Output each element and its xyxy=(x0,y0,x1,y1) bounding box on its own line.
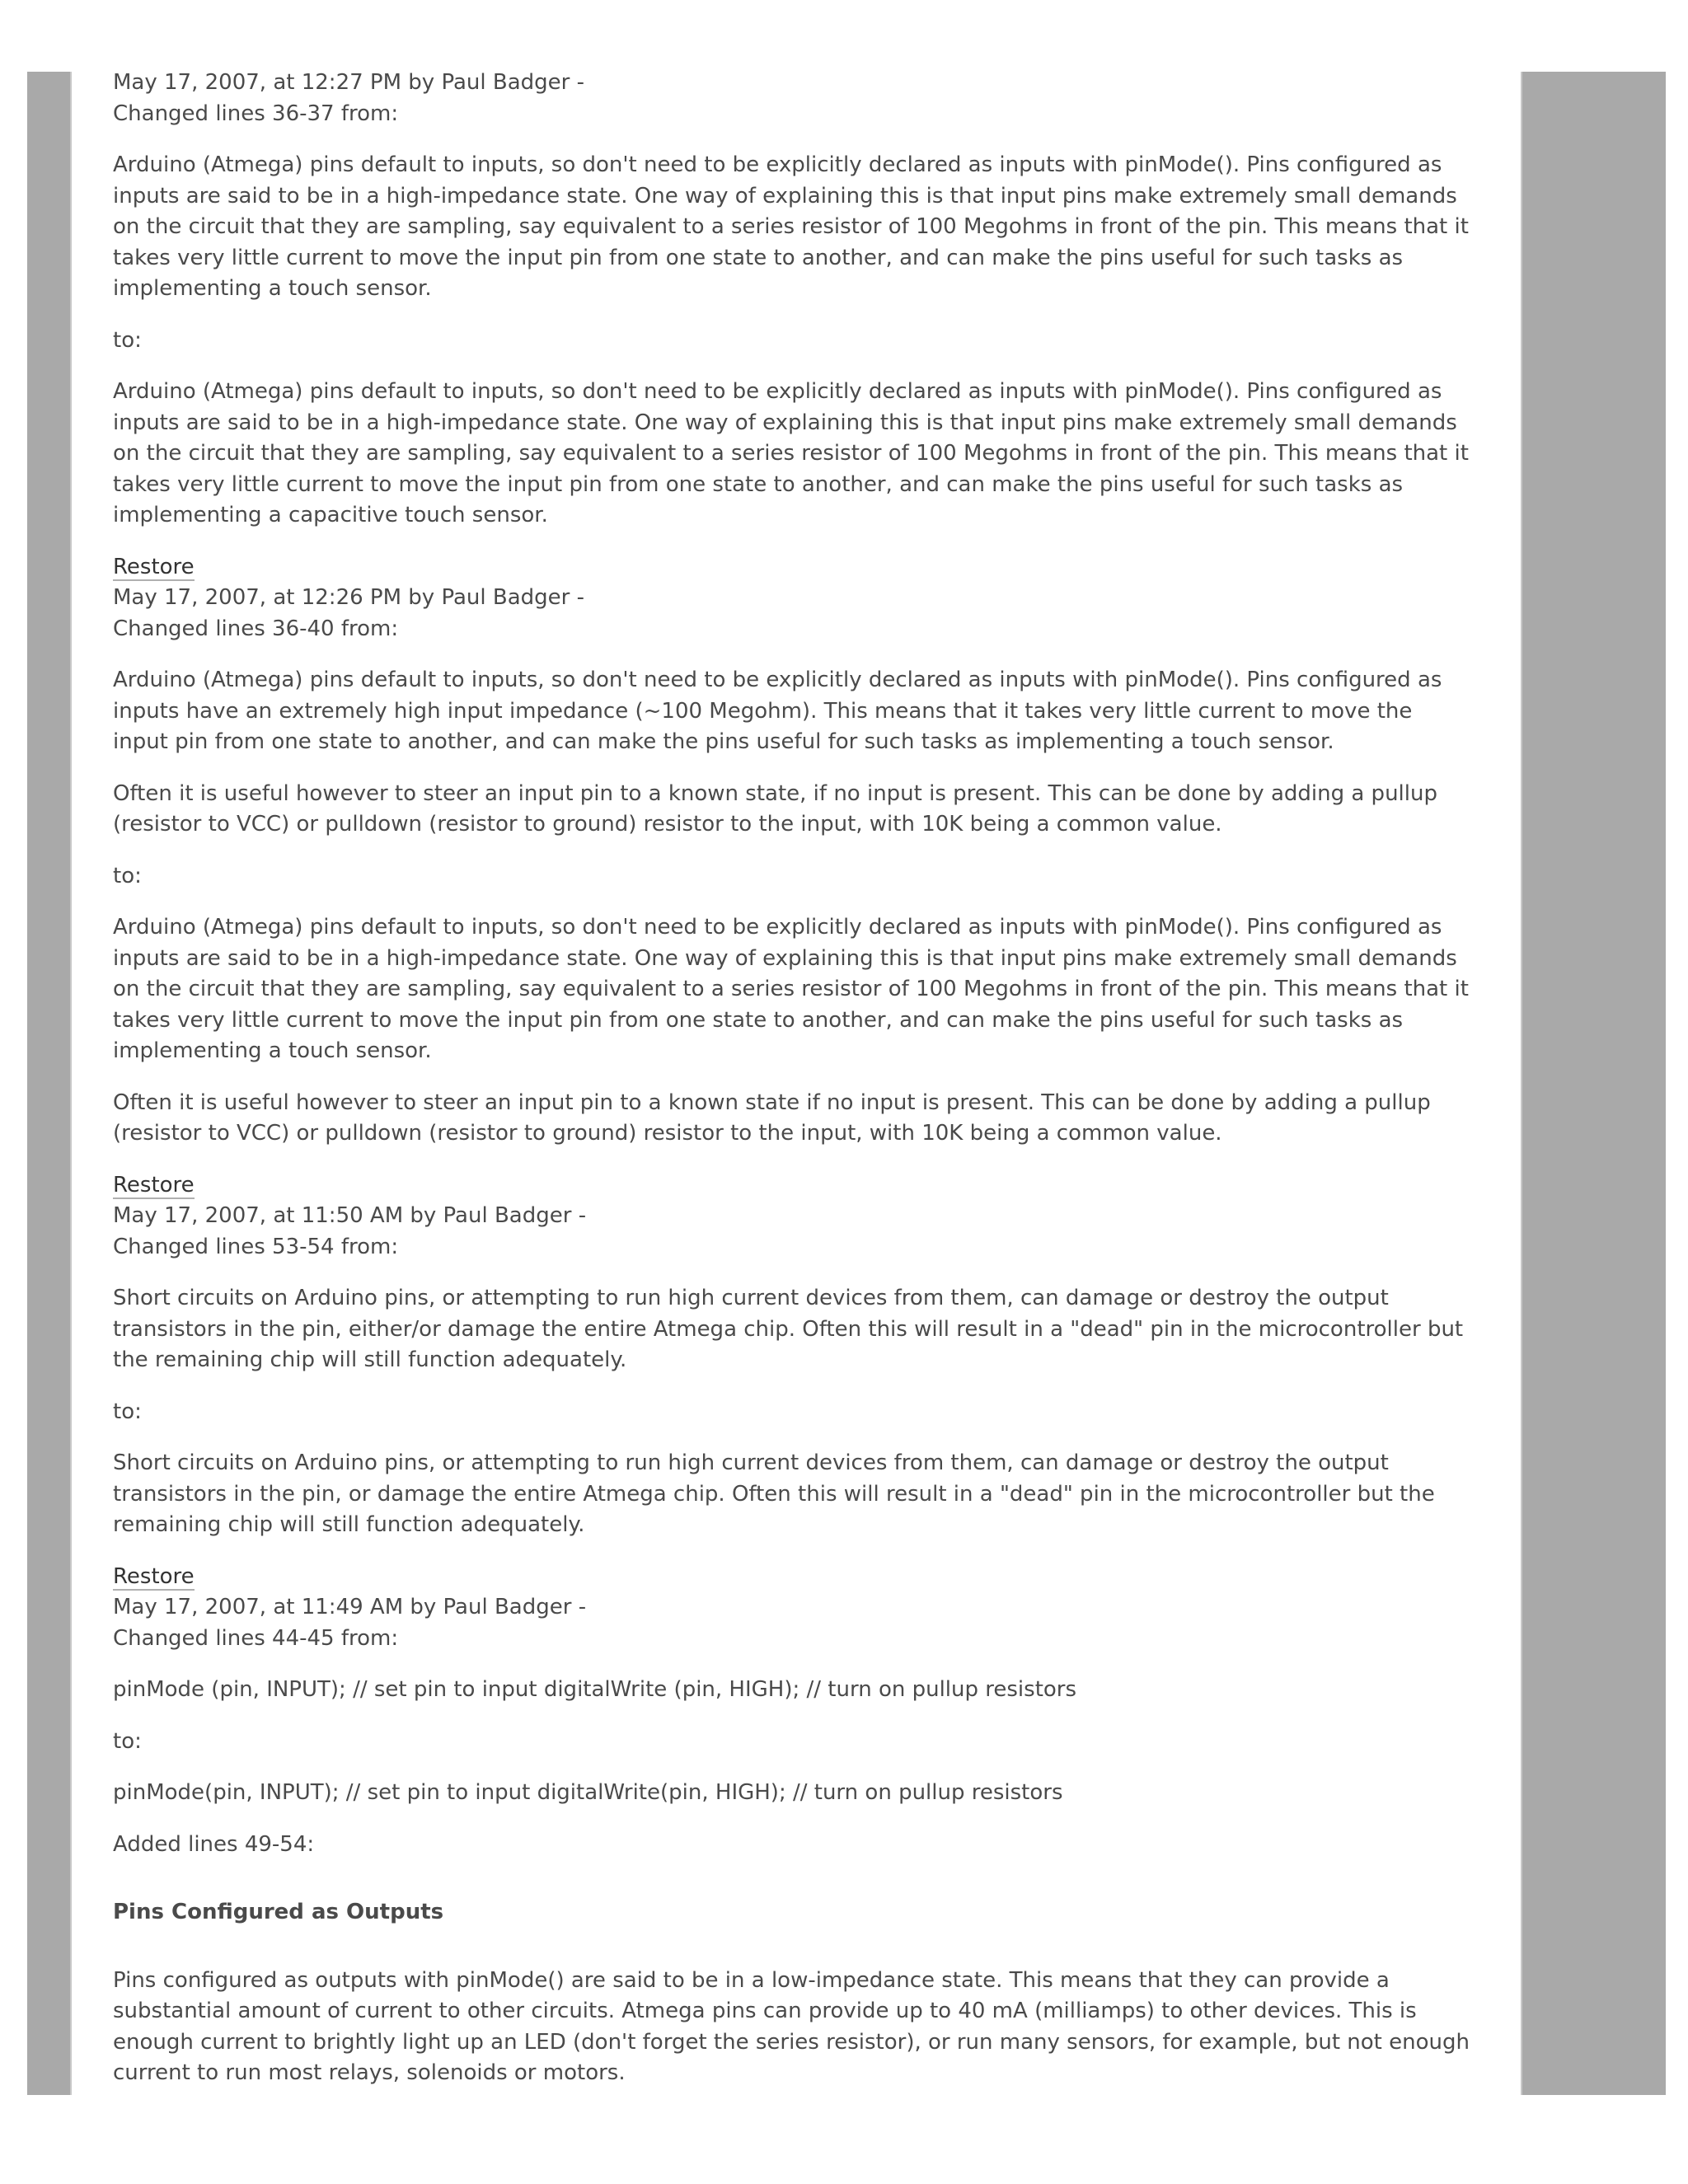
to-label: to: xyxy=(113,327,142,353)
revision-entry xyxy=(113,1562,1473,2089)
changed-lines-label: Changed lines 53-54 from: xyxy=(113,1234,399,1259)
added-lines-label: Added lines 49-54: xyxy=(113,1831,315,1857)
right-sidebar xyxy=(1521,72,1666,2095)
revision-meta: May 17, 2007, at 11:49 AM by Paul Badger - xyxy=(113,1595,587,1619)
revision-header xyxy=(113,68,1473,129)
diff-to-paragraph: Short circuits on Arduino pins, or attempting to run high current devices from them, can damage or destroy the output transistors in the pin, or damage the entire Atmega chip. Often this will result in a "dead" pin in the microcontroller but the remaining chip will still function adequately. xyxy=(113,1451,1435,1537)
revision-entry xyxy=(113,1170,1473,1541)
changed-lines-label: Changed lines 36-40 from: xyxy=(113,616,399,641)
to-label: to: xyxy=(113,1399,142,1424)
diff-from-paragraph: Arduino (Atmega) pins default to inputs, so don't need to be explicitly declared as inputs with pinMode(). Pins configured as inputs are said to be in a high-impedance state. One way of explaining this is that input pins make extremely small demands on the circuit that they are sampling, say equivalent to a series resistor of 100 Megohms in front of the pin. This means that it takes very little current to move the input pin from one state to another, and can make the pins useful for such tasks as implementing a touch sensor. xyxy=(113,152,1469,301)
revision-entry xyxy=(113,552,1473,1150)
diff-to-paragraph: Arduino (Atmega) pins default to inputs, so don't need to be explicitly declared as inputs with pinMode(). Pins configured as inputs are said to be in a high-impedance state. One way of explaining this is that input pins make extremely small demands on the circuit that they are sampling, say equivalent to a series resistor of 100 Megohms in front of the pin. This means that it takes very little current to move the input pin from one state to another, and can make the pins useful for such tasks as implementing a touch sensor. xyxy=(113,915,1469,1063)
to-label: to: xyxy=(113,1728,142,1754)
restore-link[interactable]: Restore xyxy=(113,1172,195,1197)
restore-link[interactable]: Restore xyxy=(113,554,195,579)
restore-link[interactable]: Restore xyxy=(113,1563,195,1589)
revision-meta: May 17, 2007, at 11:50 AM by Paul Badger - xyxy=(113,1203,587,1228)
diff-from-paragraph: Often it is useful however to steer an input pin to a known state, if no input is present. This can be done by adding a pullup (resistor to VCC) or pulldown (resistor to ground) resistor to the input, with 10K being a common value. xyxy=(113,780,1437,837)
diff-from-paragraph: Short circuits on Arduino pins, or attempting to run high current devices from them, can damage or destroy the output transistors in the pin, either/or damage the entire Atmega chip. Often this will result in a "dead" pin in the microcontroller but the remaining chip will still function adequately. xyxy=(113,1286,1464,1372)
diff-from-paragraph: Arduino (Atmega) pins default to inputs, so don't need to be explicitly declared as inputs with pinMode(). Pins configured as inputs have an extremely high input impedance (~100 Megohm). This means that it takes very little current to move the input pin from one state to another, and can make the pins useful for such tasks as implementing a touch sensor. xyxy=(113,668,1442,754)
to-label: to: xyxy=(113,863,142,888)
left-sidebar xyxy=(27,72,72,2095)
diff-to-paragraph: Often it is useful however to steer an input pin to a known state if no input is present. This can be done by adding a pullup (resistor to VCC) or pulldown (resistor to ground) resistor to the input, with 10K being a common value. xyxy=(113,1090,1431,1146)
revision-entry xyxy=(113,68,1473,532)
page-history-content xyxy=(113,68,1473,2110)
revision-meta: May 17, 2007, at 12:27 PM by Paul Badger - xyxy=(113,70,584,95)
revision-header xyxy=(113,1170,1473,1263)
revision-header xyxy=(113,1562,1473,1655)
revision-header xyxy=(113,552,1473,645)
section-heading: Pins Configured as Outputs xyxy=(113,1900,444,1924)
revision-meta: May 17, 2007, at 12:26 PM by Paul Badger - xyxy=(113,585,584,610)
changed-lines-label: Changed lines 44-45 from: xyxy=(113,1625,399,1651)
diff-to-paragraph: pinMode(pin, INPUT); // set pin to input digitalWrite(pin, HIGH); // turn on pullup resistors xyxy=(113,1780,1063,1805)
added-paragraph: Pins configured as outputs with pinMode() are said to be in a low-impedance state. This means that they can provide a substantial amount of current to other circuits. Atmega pins can provide up to 40 mA (milliamps) to other devices. This is enough current to brightly light up an LED (don't forget the series resistor), or run many sensors, for example, but not enough current to run most relays, solenoids or motors. xyxy=(113,1967,1470,2085)
diff-to-paragraph: Arduino (Atmega) pins default to inputs, so don't need to be explicitly declared as inputs with pinMode(). Pins configured as inputs are said to be in a high-impedance state. One way of explaining this is that input pins make extremely small demands on the circuit that they are sampling, say equivalent to a series resistor of 100 Megohms in front of the pin. This means that it takes very little current to move the input pin from one state to another, and can make the pins useful for such tasks as implementing a capacitive touch sensor. xyxy=(113,379,1469,527)
diff-from-paragraph: pinMode (pin, INPUT); // set pin to input digitalWrite (pin, HIGH); // turn on pullup resistors xyxy=(113,1677,1077,1702)
changed-lines-label: Changed lines 36-37 from: xyxy=(113,101,399,126)
